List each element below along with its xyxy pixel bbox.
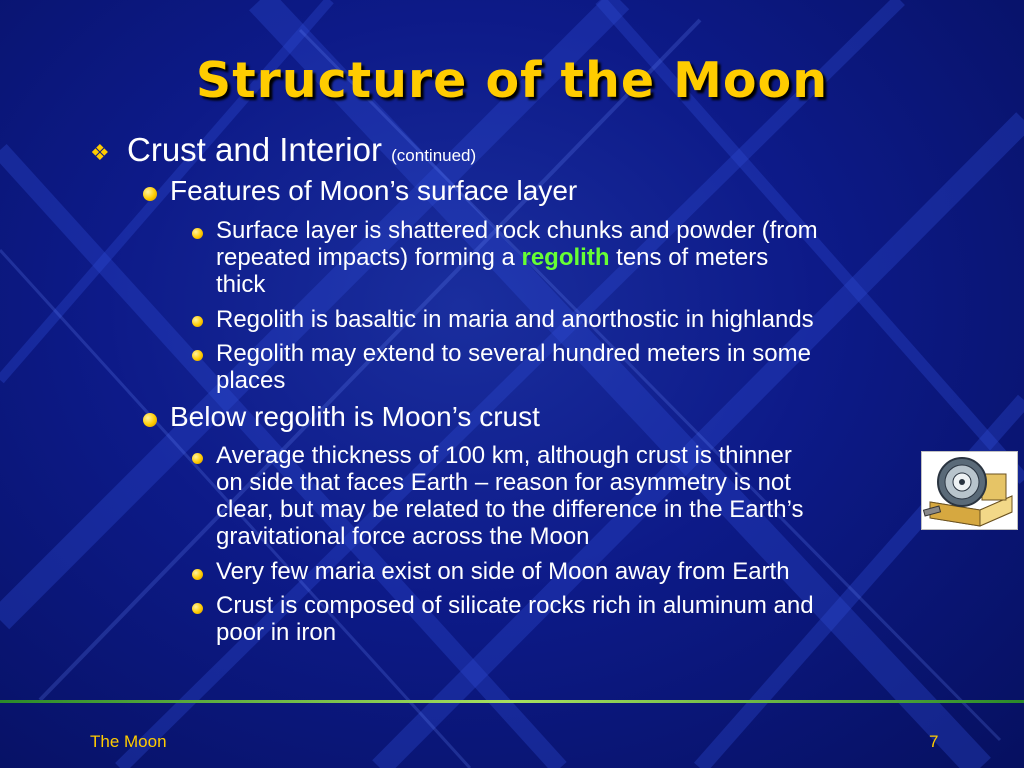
round-bullet-icon	[192, 453, 203, 464]
features-item2: Regolith is basaltic in maria and anorthostic in highlands	[216, 306, 814, 333]
features-item1-text-before: repeated impacts) forming a	[216, 244, 515, 271]
outline-level1-item	[127, 131, 476, 169]
crust-item1-line1: Average thickness of 100 km, although crust is thinner	[216, 442, 792, 469]
features-item1-line3: thick	[216, 271, 266, 298]
crust-item1-line2: on side that faces Earth – reason for asymmetry is not	[216, 469, 791, 496]
features-item1-text-after: tens of meters	[616, 244, 769, 271]
level1-text: Crust and Interior	[127, 131, 382, 168]
crust-item1-line3: clear, but may be related to the difference in the Earth’s	[216, 496, 804, 523]
crust-item1-line4: gravitational force across the Moon	[216, 523, 590, 550]
round-bullet-icon	[143, 413, 157, 427]
features-item1-line2	[216, 244, 768, 271]
crust-item2: Very few maria exist on side of Moon away from Earth	[216, 558, 790, 585]
regolith-highlight: regolith	[521, 244, 610, 271]
round-bullet-icon	[192, 316, 203, 327]
features-heading: Features of Moon’s surface layer	[170, 175, 578, 206]
crust-item3-line1: Crust is composed of silicate rocks rich in aluminum and	[216, 592, 814, 619]
footer-title: The Moon	[90, 732, 167, 751]
projector-clipart-icon	[921, 451, 1018, 530]
features-item3-line2: places	[216, 367, 286, 394]
round-bullet-icon	[192, 228, 203, 239]
diamond-bullet-icon: ❖	[90, 140, 110, 165]
slide-title: Structure of the Moon	[195, 52, 829, 109]
footer-divider	[0, 700, 1024, 703]
round-bullet-icon	[143, 187, 157, 201]
slide-number: 7	[929, 732, 939, 751]
level1-note: (continued)	[391, 146, 477, 165]
features-item1-line1: Surface layer is shattered rock chunks and powder (from	[216, 217, 818, 244]
round-bullet-icon	[192, 569, 203, 580]
round-bullet-icon	[192, 350, 203, 361]
features-item3-line1: Regolith may extend to several hundred meters in some	[216, 340, 811, 367]
crust-heading: Below regolith is Moon’s crust	[170, 401, 540, 432]
crust-item3-line2: poor in iron	[216, 619, 337, 646]
round-bullet-icon	[192, 603, 203, 614]
